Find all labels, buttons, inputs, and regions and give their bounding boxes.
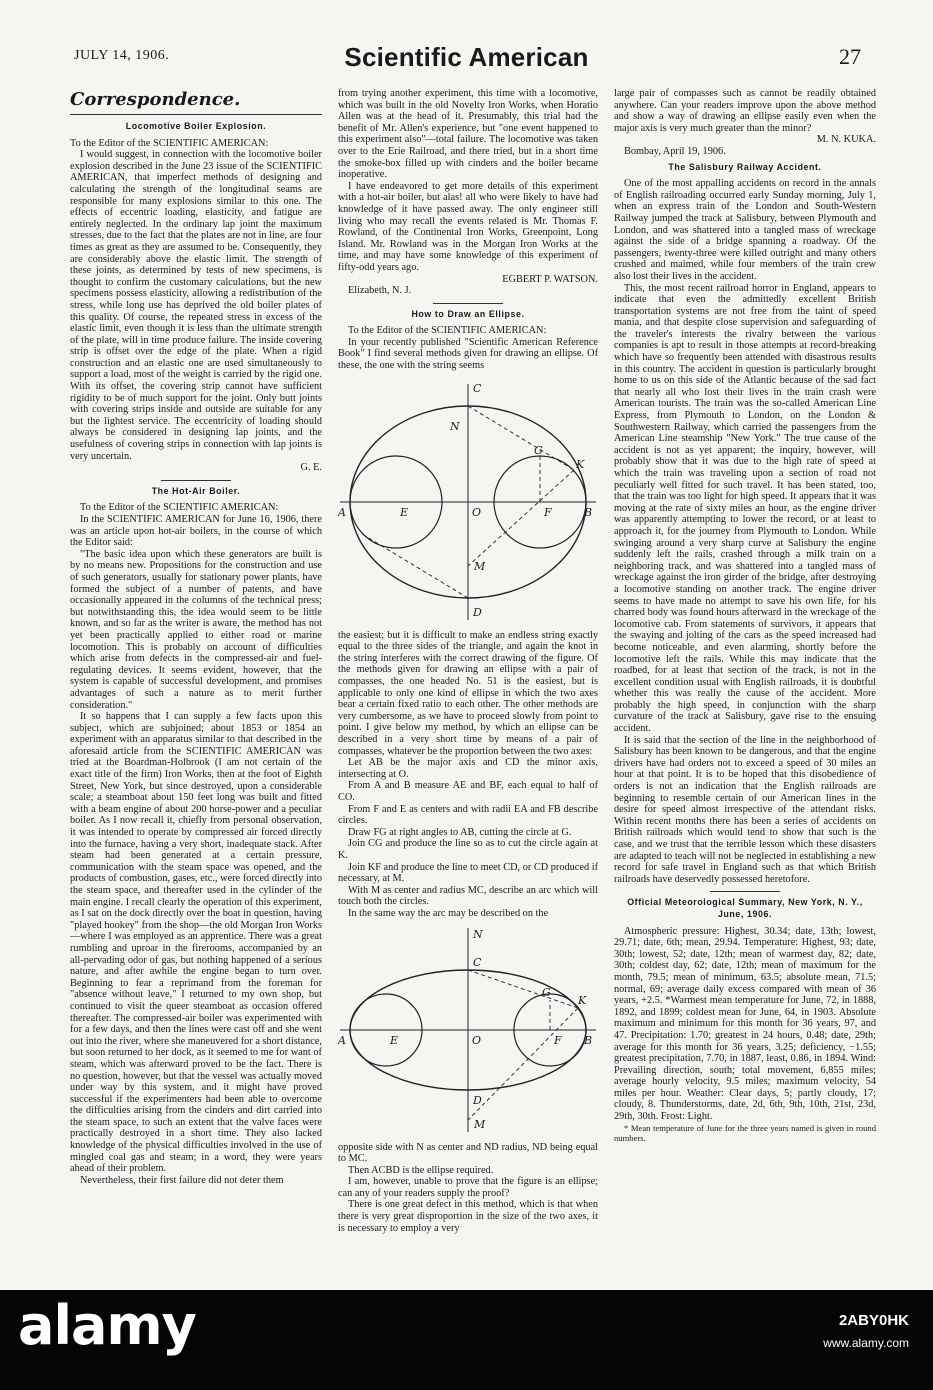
article-paragraph: the easiest; but it is difficult to make an endless string exactly equal to the three sides of the triangle, and again the knot in the string interferes with the correct drawing of the figure. Of the methods given for drawing an ellipse with a pair of compasses, the one headed No. 51 is the easiest, but is applicable to only one kind of ellipse in which the two axes bear a certain fixed ratio to each other. The other methods are very cumbersome, as we have to proceed slowly from point to point. I give below my method, by which an ellipse can be described in a very short time by means of a pair of compasses, whatever be the proportion between the two axes:	[338, 629, 598, 757]
alamy-logo: alamy	[18, 1294, 196, 1357]
fig-label-a: A	[338, 1033, 346, 1047]
article-title: The Hot-Air Boiler.	[151, 485, 241, 496]
page-number: 27	[839, 44, 861, 69]
watermark-band	[0, 1290, 933, 1390]
article-paragraph: Nevertheless, their first failure did not deter them	[80, 1174, 284, 1186]
fig-label-d: D	[473, 605, 482, 619]
footnote: * Mean temperature of June for the three years named is given in round numbers.	[614, 1122, 876, 1143]
article-paragraph: Then ACBD is the ellipse required.	[348, 1164, 494, 1176]
fig-label-e: E	[400, 505, 409, 519]
fig-label-o: O	[472, 505, 482, 519]
article-title: How to Draw an Ellipse.	[411, 308, 525, 319]
issue-date: JULY 14, 1906.	[74, 48, 170, 63]
fig-label-b: B	[584, 505, 593, 519]
article-paragraph: from trying another experiment, this time with a locomotive, which was built in the old Novelty Iron Works, when Horatio Allen was at the head of it. Presumably, this trial had the benefit of Mr. Allen's experience, but "one event happened to this experiment also"—total failure. The locomotive was taken over to the Erie Railroad, and there tried, but in a short time the smoke-box filled up with cinders and the boiler became inoperative.	[338, 88, 598, 181]
ellipse-figure-1	[338, 376, 598, 624]
fig-label-k: K	[578, 993, 587, 1007]
fig-label-c: C	[473, 381, 482, 395]
dateline: Bombay, April 19, 1906.	[624, 145, 726, 157]
column-2	[338, 88, 598, 1234]
article-paragraph: From F and E as centers and with radii EA and FB describe circles.	[338, 803, 598, 827]
fig-label-c: C	[473, 955, 482, 969]
image-id: 2ABY0HK	[838, 1312, 909, 1329]
column-1	[70, 88, 322, 1186]
article-separator	[710, 891, 780, 892]
article-paragraph: With M as center and radius MC, describe an arc which will touch both the circles.	[338, 884, 598, 908]
ellipse-figure-2	[338, 924, 598, 1136]
salutation: To the Editor of the SCIENTIFIC AMERICAN:	[80, 502, 279, 514]
site-url: www.alamy.com	[823, 1336, 909, 1350]
fig-label-g: G	[534, 443, 543, 457]
article-paragraph: "The basic idea upon which these generators are built is by no means new. Propositions for the construction and use of such generators, usually for stationary power plants, have formed the subject of a number of patents, and have occasionally appeared in the columns of the technical press; but notwithstanding this, the idea would seem to be little known, and so far as the writer is aware, the method has not yet been practically applied to either road or marine locomotion. This is probably on account of difficulties which arise from defects in the compressed-air and fuel-regulating devices. It seems evident, however, that the system is capable of successful development, and promises advantages of such a nature as to merit further consideration."	[70, 548, 322, 711]
fig-label-g: G	[542, 985, 551, 999]
fig-label-m: M	[474, 559, 486, 573]
article-paragraph: I am, however, unable to prove that the figure is an ellipse; can any of your readers supply the proof?	[338, 1176, 598, 1199]
article-paragraph: In the same way the arc may be described on the	[348, 907, 549, 919]
salutation: To the Editor of the SCIENTIFIC AMERICAN:	[70, 137, 269, 149]
signature: EGBERT P. WATSON.	[502, 273, 598, 285]
article-paragraph: Draw FG at right angles to AB, cutting the circle at G.	[348, 826, 572, 838]
article-title: Official Meteorological Summary, New York, N. Y., June, 1906.	[627, 897, 863, 919]
fig-label-n: N	[473, 927, 483, 941]
page-header	[0, 28, 933, 72]
article-paragraph: It is said that the section of the line in the neighborhood of Salisbury has been known to be dangerous, and that the engine drivers have had orders not to exceed a speed of 30 miles an hour at that point. It is to be hoped that this disobedience of orders is not an indication that the English railroads are beginning to resemble certain of our American lines in the desire for speed almost irrespective of the attendant risks. Within recent months there has been a series of accidents on British railroads which would tend to show that such is the case, and we trust that the terrible lesson which these disasters are adapted to teach will not be neglected in establishing a new record for safe travel in England such as that which British railroads have deservedly possessed heretofore.	[614, 734, 876, 885]
article-paragraph: opposite side with N as center and ND radius, ND being equal to MC.	[338, 1141, 598, 1165]
fig-label-f: F	[544, 505, 552, 519]
fig-label-a: A	[338, 505, 346, 519]
signature: G. E.	[300, 462, 322, 474]
article-paragraph: It so happens that I can supply a few facts upon this subject, which are subjoined; about 1853 or 1854 an experiment with an apparatus similar to that described in the aforesaid article from the SCIENTIFIC AMERICAN was tried at the Boardman-Holbrook (I am not certain of the exact title of the firm) Iron Works, then at the foot of Eighth Street, New York, but since destroyed, upon a considerable scale; a steamboat about 150 feet long was built and fitted with a beam engine of about 200 horse-power and a peculiar boiler. As I now recall it, chiefly from personal observation, it was intended to operate by compressed air forced directly into the furnace, having a very short, inadequate stack. After steam had been generated at a certain pressure, communication with the steam space was opened, and the products of combustion, gases, etc., were forced directly into the steam space, and thereafter used in the cylinder of the main engine. I recall clearly the operation of this experiment, as I sat on the dock directly over the boat in question, having "played hookey" from the shop—the old Morgan Iron Works—where I was employed as an apprentice. There was a great rumbling and uproar in the firerooms, accompanied by an all-pervading odor of gas, but nothing happened of a serious nature, and after awhile the engine began to turn over. Beginning to fear a reprimand from the foreman for "absence without leave," I returned to my own shop, but continued to visit the queer steamboat as occasion offered thereafter. The compressed-air boiler was experimented with for a few days, and then the lines were cast off and she went out into the river, where she maneuvered for a short distance, but soon returned to her dock, as it seemed to me for want of steam, which was afterward proved to be the fact. There is no question, however, but that the vessel was actually moved under way by this system, and it might have proved successful if the experimenters had been able to overcome the difficulties arising from the cinders and dirt carried into the steam space, to such an extent that the valve faces were practically destroyed in a short time. They also lacked knowledge of the physical difficulties involved in the use of mingled coal gas and steam; in a word, they were years ahead of their problem.	[70, 711, 322, 1175]
article-paragraph: Join CG and produce the line so as to cut the circle again at K.	[338, 838, 598, 861]
article-title: The Salisbury Railway Accident.	[668, 161, 822, 172]
article-title: Locomotive Boiler Explosion.	[125, 121, 267, 131]
dateline: Elizabeth, N. J.	[348, 285, 412, 297]
article-separator	[161, 480, 231, 481]
watermark-meta	[823, 1310, 909, 1354]
article-paragraph: I have endeavored to get more details of this experiment with a hot-air boiler, but alas! all who were likely to have had knowledge of it have passed away. The only engineer still living who may recall the events related is Mr. Thomas F. Rowland, of the Continental Iron Works, Greenpoint, Long Island. Mr. Rowland was in the Morgan Iron Works at the time, and may have some knowledge of this experiment of fifty-odd years ago.	[338, 180, 598, 273]
fig-label-f: F	[554, 1033, 562, 1047]
article-paragraph: From A and B measure AE and BF, each equal to half of CO.	[338, 780, 598, 803]
fig-label-d: D	[473, 1093, 482, 1107]
article-paragraph: One of the most appalling accidents on record in the annals of English railroading occurred early Sunday morning, July 1, when an express train of the London and South-Western Railway jumped the track at Salisbury, between Plymouth and London, and was shattered into a tangled mass of wreckage against the side of a bridge spanning a roadway. Of the passengers, twenty-three were killed outright and many others crushed and maimed, while four members of the train crew also lost their lives in the accident.	[614, 178, 876, 282]
fig-label-n: N	[450, 419, 460, 433]
fig-label-m: M	[474, 1117, 486, 1131]
article-paragraph: I would suggest, in connection with the locomotive boiler explosion described in the June 23 issue of the SCIENTIFIC AMERICAN, that imperfect methods of designing and calculating the strength of the longitudinal seams are responsible for many explosions similar to this one. The effects of eccentric loading, elasticity, and fatigue are entirely neglected. In the ordinary lap joint the maximum stresses, due to the fact that the plates are not in line, are four times as great as they are assumed to be. Consequently, they are considerably above the elastic limit. The strength of these joints, as determined by tests of new specimens, is thought to confirm the customary calculations, but the new specimens possess elasticity, allowing a redistribution of the stress, while long use has deprived the old boiler plates of this quality. Of course, the repeated stress in excess of the elastic limit, even though it is less than the ultimate strength of the plate, will in time produce failure. The inside covering strip is offset over the edge of the plate. When a rigid construction and an elastic one are used simultaneously to support a load, most of the weight is carried by the rigid one. With its offset, the covering strip cannot have sufficient rigidity to be of much support for the joint. Only butt joints with covering strips inside and outside are suitable for any but the lightest service. The eccentricity of loading should always be considered in designing lap joints, and the usefulness of covering strips in connection with lap joints is very uncertain.	[70, 149, 322, 462]
article-paragraph: There is one great defect in this method, which is that when there is very great disproportion in the size of the two axes, it is necessary to employ a very	[338, 1199, 598, 1234]
article-paragraph: Atmospheric pressure: Highest, 30.34; date, 13th; lowest, 29.71; date, 6th; mean, 29.94. Temperature: Highest, 93; date, 30th; lowest, 52; date, 12th; mean of warmest day, 82; date, 30th; coldest day, 62; date, 12th; mean of maximum for the month, 79.5; mean of minimum, 63.5; absolute mean, 71.5; normal, 69; average daily excess compared with mean of 36 years, +2.5. *Warmest mean temperature for June, 72, in 1888, 1892, and 1899; coldest mean for June, 64, in 1903. Absolute maximum and minimum for this month for 36 years, 97, and 47. Precipitation: 1.70; greatest in 24 hours, 0.48; date, 29th; average for this month for 36 years, 3.25; deficiency, −1.55; greatest precipitation, 7.70, in 1887, least, 0.86, in 1894. Wind: Prevailing direction, south; total movement, 6,855 miles; average hourly velocity, 9.5 miles; maximum velocity, 54 miles per hour. Weather: Clear days, 5; partly cloudy, 17; cloudy, 8. Thunderstorms, date, 2d, 6th, 9th, 10th, 21st, 23d, 29th, 30th. Frost: Light.	[614, 925, 876, 1123]
article-paragraph: Join KF and produce the line to meet CD, or CD produced if necessary, at M.	[338, 861, 598, 885]
signature: M. N. KUKA.	[816, 134, 876, 146]
article-paragraph: This, the most recent railroad horror in England, appears to indicate that even the admittedly excellent British transportation systems are not free from the taint of speed mania, and that despite close supervision and safeguarding of the traveler's interests the rivalry between the various companies is apt to result in those attempts at record-breaking which have so frequently been attended with disastrous results in this country. The accident in question is particularly brought home to us on this side of the Atlantic because of the sad fact that nearly all who lost their lives in the train crash were American tourists. The train was the so-called American Line Express, from Plymouth to London, on the London & Southwestern Railway, which carried the passengers from the American Line steamship "New York." The true cause of the accident is not as yet apparent; the inquiry, however, will probably show that it was due to the high rate of speed at which the train was traveling upon a section of road not peculiarly well fitted for such travel. It has been stated, too, that the train was too light for high speed. It appears that it was moving at the rate of sixty miles an hour, as the engine driver was apparently attempting to lower the record, or at least to approach it, for the journey from Plymouth to London. While swinging around a very sharp curve at Salisbury the engine suddenly left the rails, crashed through a milk train on a neighboring track, and was shattered into a tangled mass of wreckage against the iron girder of the bridge, after destroying a locomotive standing on another track. The engine driver seems to have made no attempt to save his own life, for his charred body was found hours afterward in the wreckage of the locomotive cab. From statements of survivors, it appears that the swaying and jolting of the cars as the speed increased had become noticeable, and even alarming, shortly before the locomotive left the rails. While this may indicate that the roadbed, for at least that section of the track, is not in the excellent condition usual with English railroads, it is doubtful whether this was really the cause of the accident. More probably the high speed, in conjunction with the sharp curvature of the track at Salisbury, gave rise to the ensuing accident.	[614, 282, 876, 735]
fig-label-o: O	[472, 1033, 482, 1047]
masthead-title: Scientific American	[344, 42, 589, 72]
section-rule	[70, 114, 322, 115]
fig-label-k: K	[576, 457, 585, 471]
column-3	[614, 88, 876, 1143]
fig-label-e: E	[390, 1033, 399, 1047]
article-paragraph: Let AB be the major axis and CD the minor axis, intersecting at O.	[338, 757, 598, 780]
fig-label-b: B	[584, 1033, 593, 1047]
article-paragraph: large pair of compasses such as cannot be readily obtained anywhere. Can your readers improve upon the above method and show a way of drawing an ellipse easily even when the major axis is very much greater than the minor?	[614, 88, 876, 134]
article-separator	[433, 303, 503, 304]
article-paragraph: In your recently published "Scientific American Reference Book" I find several methods given for drawing an ellipse. Of these, the one with the string seems	[338, 336, 598, 372]
salutation: To the Editor of the SCIENTIFIC AMERICAN:	[348, 325, 547, 337]
section-title: Correspondence.	[70, 89, 241, 110]
article-paragraph: In the SCIENTIFIC AMERICAN for June 16, 1906, there was an article upon hot-air boilers, in the course of which the Editor said:	[70, 514, 322, 549]
